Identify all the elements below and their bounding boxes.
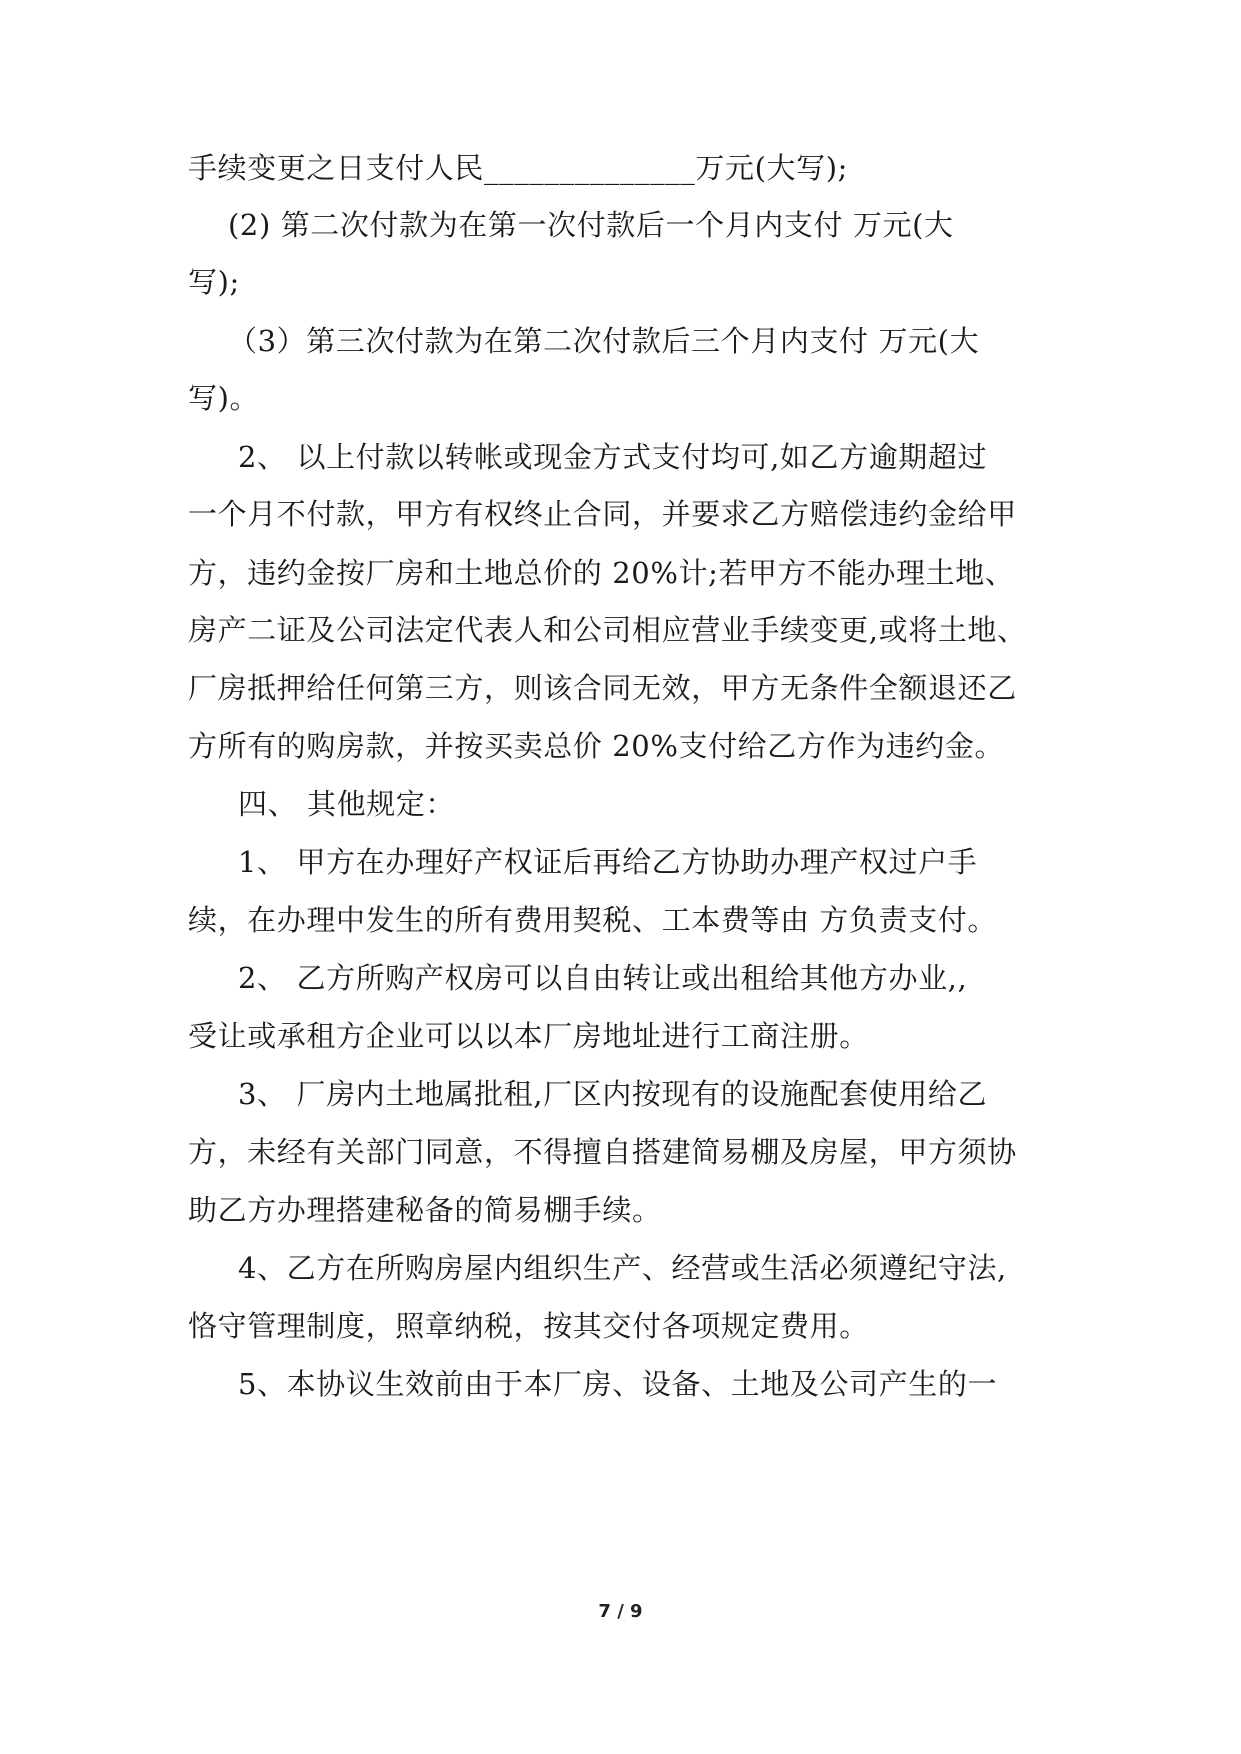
- text-line: 方，未经有关部门同意，不得擅自搭建简易棚及房屋，甲方须协: [188, 1135, 1017, 1169]
- text-line: 恪守管理制度，照章纳税，按其交付各项规定费用。: [188, 1309, 869, 1343]
- text-line: 1、 甲方在办理好产权证后再给乙方协助办理产权过户手: [238, 845, 978, 879]
- text-line: 助乙方办理搭建秘备的简易棚手续。: [188, 1193, 662, 1227]
- text-line: (2) 第二次付款为在第一次付款后一个月内支付 万元(大: [228, 208, 954, 242]
- text-line: 房产二证及公司法定代表人和公司相应营业手续变更,或将土地、: [188, 613, 1027, 647]
- text-line: 受让或承租方企业可以以本厂房地址进行工商注册。: [188, 1019, 869, 1053]
- page-number: 7 / 9: [598, 1601, 643, 1622]
- text-line: 3、 厂房内土地属批租,厂区内按现有的设施配套使用给乙: [238, 1077, 988, 1111]
- text-line: 2、 以上付款以转帐或现金方式支付均可,如乙方逾期超过: [238, 440, 988, 474]
- section-heading: 四、 其他规定：: [238, 787, 456, 821]
- text-line: 2、 乙方所购产权房可以自由转让或出租给其他方办业,,: [238, 961, 968, 995]
- text-line: 方所有的购房款，并按买卖总价 20%支付给乙方作为违约金。: [188, 729, 1005, 763]
- text-line: 写)。: [188, 381, 260, 415]
- text-line: 4、乙方在所购房屋内组织生产、经营或生活必须遵纪守法,: [238, 1251, 1007, 1285]
- text-line: 手续变更之日支付人民______________万元(大写);: [188, 151, 848, 185]
- text-line: 续，在办理中发生的所有费用契税、工本费等由 方负责支付。: [188, 903, 998, 937]
- text-line: 一个月不付款，甲方有权终止合同，并要求乙方赔偿违约金给甲: [188, 497, 1017, 531]
- text-line: 5、本协议生效前由于本厂房、设备、土地及公司产生的一: [238, 1367, 998, 1401]
- text-line: （3）第三次付款为在第二次付款后三个月内支付 万元(大: [228, 324, 980, 358]
- text-line: 写);: [188, 265, 240, 299]
- text-line: 方，违约金按厂房和土地总价的 20%计;若甲方不能办理土地、: [188, 556, 1015, 590]
- text-line: 厂房抵押给任何第三方，则该合同无效，甲方无条件全额退还乙: [188, 671, 1017, 705]
